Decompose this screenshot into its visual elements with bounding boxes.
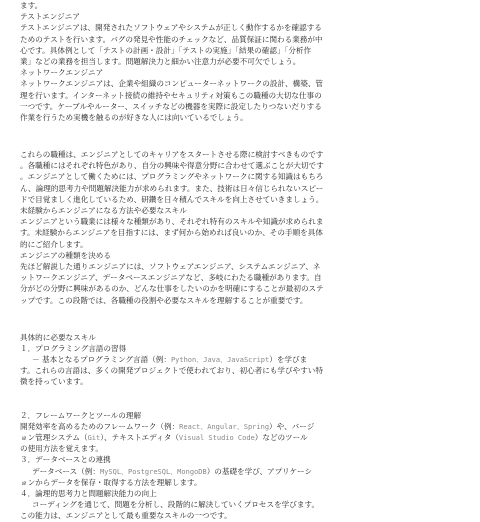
text-line: これらの職種は、エンジニアとしてのキャリアをスタートさせる際に検討すべきものです <box>20 150 324 160</box>
text-line: 。エンジニアとして働くためには、プログラミングやネットワークに関する知識はもちろ <box>20 172 324 182</box>
text-line: この能力は、エンジニアとして最も重要なスキルの一つです。 <box>20 511 232 521</box>
skill-item-2-title: ２．フレームワークとツールの理解 <box>20 410 142 420</box>
tool-example-editor: Visual Studio Code <box>178 434 255 442</box>
text-line: 理を行います。インターネット接続の維持やセキュリティ対策もこの職種の大切な仕事の <box>20 90 322 100</box>
tool-example-git: Git <box>87 434 101 442</box>
text-fragment: ョン管理システム（ <box>20 433 88 442</box>
text-line: ます。 <box>20 1 43 10</box>
text-fragment: ）の基礎を学び、アプリケーシ <box>206 466 313 476</box>
skill-item-4-title: ４．論理的思考力と問題解決能力の向上 <box>20 488 157 498</box>
text-line: ためのテストを行います。バグの発見や性能のチェックなど、品質保証に関わる業務が中 <box>20 34 323 44</box>
section-heading-test-engineer: テストエンジニア <box>20 12 80 22</box>
text-line: ドで目覚ましく進化しているため、研鑽を日々積んでスキルを向上させていきましょう。 <box>20 194 324 204</box>
block-required-skills <box>20 332 466 388</box>
text-fragment: ）、テキストエディタ（ <box>100 433 179 442</box>
spacer <box>20 388 466 410</box>
text-line: エンジニアという職業には様々な種類があり、それぞれ特有のスキルや知識が求められま <box>20 217 324 227</box>
text-line: 徴を持っています。 <box>20 377 88 387</box>
text-line: ップです。この段階では、各職種の役割や必要なスキルを理解することが重要です。 <box>20 295 308 305</box>
block-career-start <box>20 149 466 306</box>
text-line: コーディングを通じて、問題を分析し、段階的に解決していくプロセスを学びます。 <box>32 500 320 510</box>
text-line: ネットワークエンジニアは、企業や組織のコンピューターネットワークの設計、構築、管 <box>20 79 324 89</box>
text-fragment: 開発効率を高めるためのフレームワーク（例： <box>20 421 180 431</box>
block-job-descriptions <box>20 0 466 123</box>
text-fragment: ）などのツール <box>254 433 308 442</box>
section-heading-how-to-become: 未経験からエンジニアになる方法や必要なスキル <box>20 206 187 215</box>
text-line: の使用方法を覚えます。 <box>20 444 103 454</box>
skill-item-1-title: １．プログラミング言語の習得 <box>20 343 127 353</box>
text-line: ョンからデータを保存・取得する方法を理解します。 <box>20 477 202 487</box>
skill-item-1-text <box>20 354 466 365</box>
block-skills-continued <box>20 410 466 522</box>
text-fragment: ）や、バージ <box>269 421 315 431</box>
language-examples: Python、Java、JavaScript <box>170 356 270 365</box>
spacer <box>20 123 466 149</box>
skill-item-2-text <box>20 432 466 443</box>
text-line: 一つです。ケーブルやルーター、スイッチなどの機器を実際に設定したりつないだりする <box>20 101 322 111</box>
skill-item-3-text <box>20 466 466 477</box>
spacer <box>20 306 466 332</box>
text-line: ットワークエンジニア、データベースエンジニアなど、多岐にわたる職種があります。自 <box>20 273 322 283</box>
text-line: 心です。具体例として「テストの計画・設計」「テストの実施」「結果の確認」「分析作 <box>20 45 312 55</box>
text-line: 分がどの分野に興味があるのか、どんな仕事をしたいのかを明確にすることが最初のステ <box>20 284 324 294</box>
framework-examples: React、Angular、Spring <box>179 422 270 431</box>
text-line: す。これらの言語は、多くの開発プロジェクトで使われており、初心者にも学びやすい特 <box>20 366 323 376</box>
text-fragment: ）を学びま <box>269 355 308 365</box>
text-line: す。未経験からエンジニアを目指すには、まず何から始めれば良いのか、その手順を具体 <box>20 228 323 238</box>
text-line: 作業を行うため実機を触るのが好きな人には向いているでしょう。 <box>20 112 248 122</box>
section-heading-required-skills: 具体的に必要なスキル <box>20 332 96 342</box>
text-line: 的にご紹介します。 <box>20 239 88 249</box>
text-line: 。各職種にはそれぞれ特色があり、自分の興味や得意分野に合わせて選ぶことが大切です <box>20 161 324 171</box>
text-fragment: － 基本となるプログラミング言語（例： <box>32 355 171 365</box>
text-line: 業」などの業務を担当します。問題解決力と細かい注意力が必要不可欠でしょう。 <box>20 56 301 66</box>
skill-item-3-title: ３．データベースとの連携 <box>20 455 111 465</box>
section-heading-choose-type: エンジニアの種類を決める <box>20 250 111 260</box>
database-examples: MySQL、PostgreSQL、MongoDB <box>99 467 207 476</box>
text-line: 先ほど解説した通りエンジニアには、ソフトウェアエンジニア、システムエンジニア、ネ <box>20 261 321 271</box>
text-line: ん、論理的思考力や問題解決能力が求められます。また、技術は日々信じられないスピー <box>20 183 324 193</box>
section-heading-network-engineer: ネットワークエンジニア <box>20 68 104 78</box>
text-fragment: データベース（例： <box>32 466 100 476</box>
article-page <box>20 0 466 522</box>
text-line: テストエンジニアは、開発されたソフトウェアやシステムが正しく動作するかを確認する <box>20 23 322 33</box>
skill-item-2-text <box>20 421 466 432</box>
